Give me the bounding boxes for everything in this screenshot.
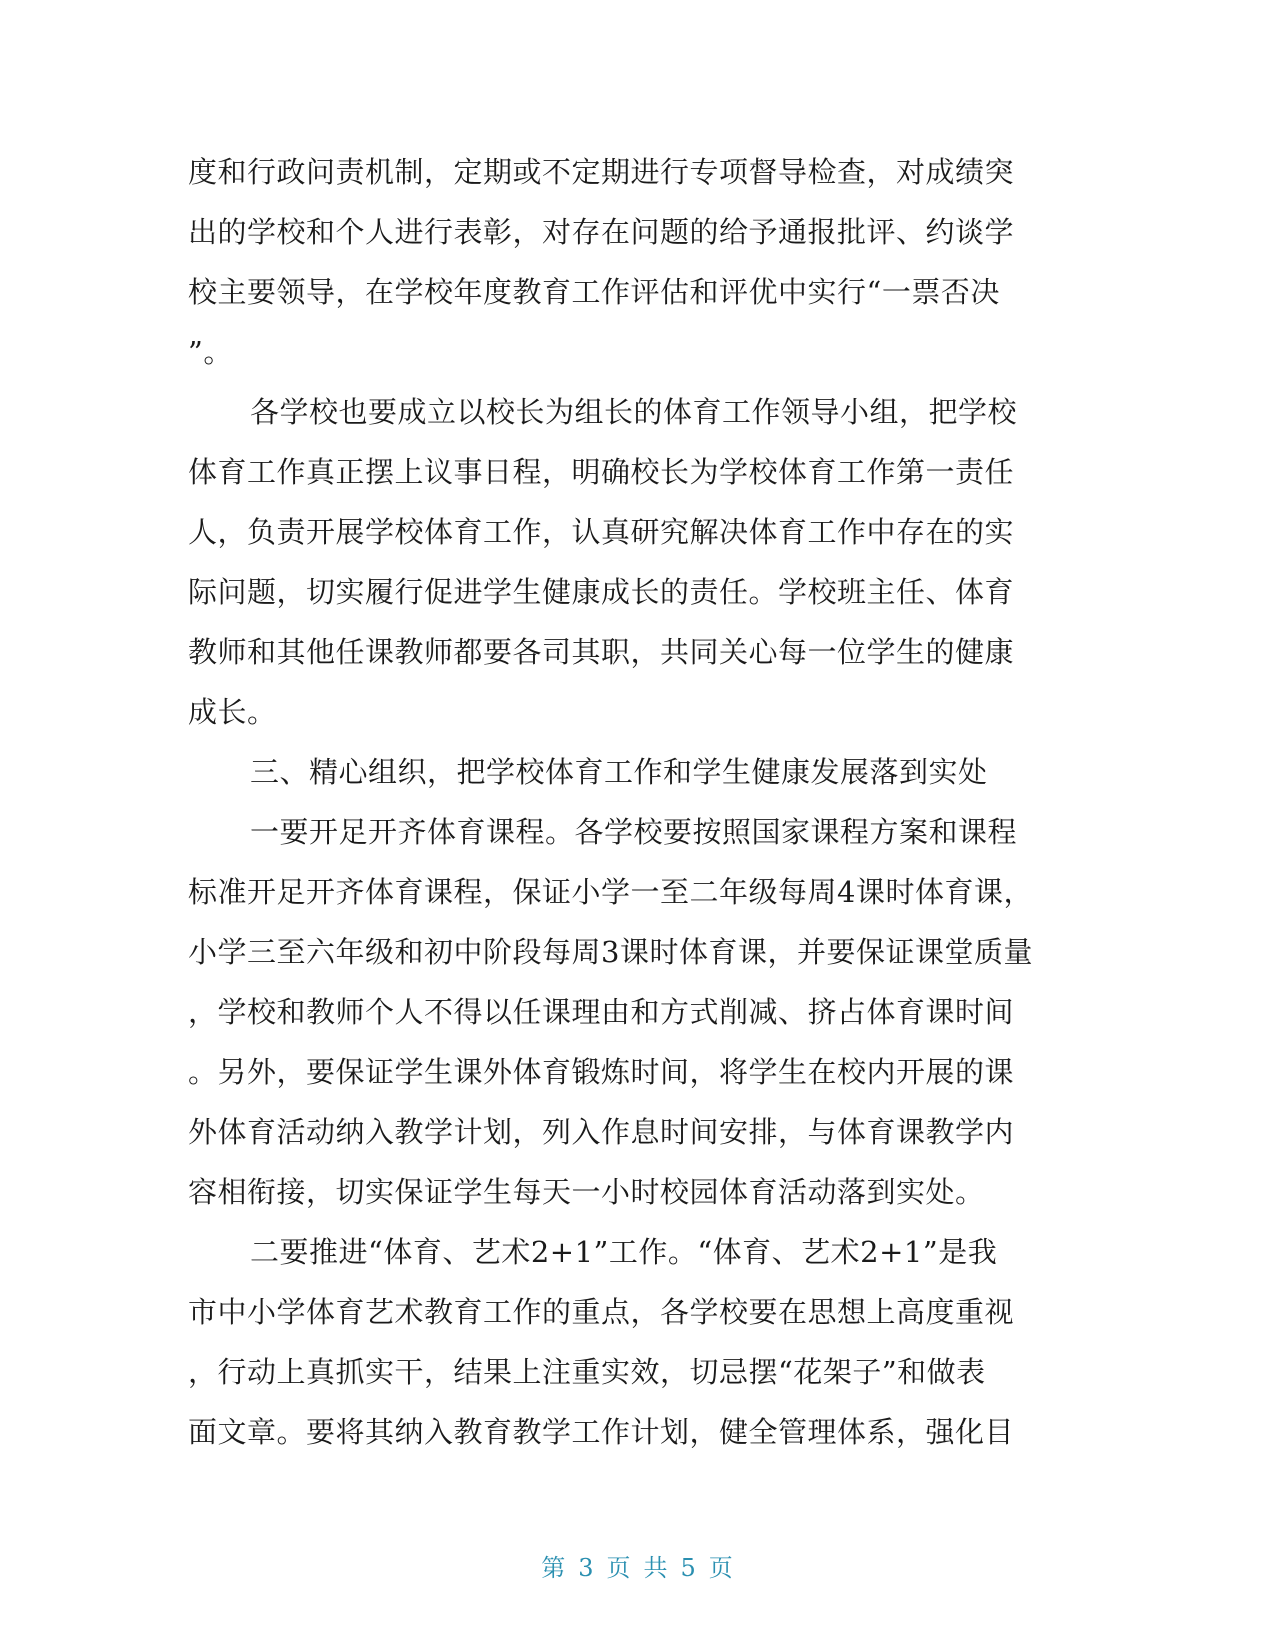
- text-line: 市中小学体育艺术教育工作的重点，各学校要在思想上高度重视: [188, 1295, 1015, 1329]
- footer-total-unit: 页: [708, 1554, 734, 1582]
- page-footer: [0, 1548, 1275, 1583]
- text-line: 出的学校和个人进行表彰，对存在问题的给予通报批评、约谈学: [188, 215, 1015, 249]
- text-line: 人，负责开展学校体育工作，认真研究解决体育工作中存在的实: [188, 515, 1015, 549]
- paragraph-start-line: 二要推进“体育、艺术2+1”工作。“体育、艺术2+1”是我: [250, 1235, 998, 1269]
- text-line: 成长。: [188, 695, 277, 729]
- text-line: ”。: [188, 335, 233, 369]
- footer-total-label: 共: [643, 1554, 669, 1582]
- text-line: ，行动上真抓实干，结果上注重实效，切忌摆“花架子”和做表: [188, 1355, 986, 1389]
- text-line: 际问题，切实履行促进学生健康成长的责任。学校班主任、体育: [188, 575, 1015, 609]
- text-line: 度和行政问责机制，定期或不定期进行专项督导检查，对成绩突: [188, 155, 1015, 189]
- document-body: [188, 142, 1088, 1462]
- paragraph-start-line: 一要开足开齐体育课程。各学校要按照国家课程方案和课程: [250, 815, 1018, 849]
- text-line: 外体育活动纳入教学计划，列入作息时间安排，与体育课教学内: [188, 1115, 1015, 1149]
- text-line: 校主要领导，在学校年度教育工作评估和评优中实行“一票否决: [188, 275, 1000, 309]
- text-line: ，学校和教师个人不得以任课理由和方式削减、挤占体育课时间: [188, 995, 1015, 1029]
- text-line: 标准开足开齐体育课程，保证小学一至二年级每周4课时体育课，: [188, 875, 1033, 909]
- text-line: 容相衔接，切实保证学生每天一小时校园体育活动落到实处。: [188, 1175, 985, 1209]
- footer-page-unit: 页: [606, 1554, 632, 1582]
- text-line: 教师和其他任课教师都要各司其职，共同关心每一位学生的健康: [188, 635, 1015, 669]
- total-pages-number: 5: [680, 1554, 697, 1582]
- text-line: 小学三至六年级和初中阶段每周3课时体育课，并要保证课堂质量: [188, 935, 1033, 969]
- text-line: 。另外，要保证学生课外体育锻炼时间，将学生在校内开展的课: [188, 1055, 1015, 1089]
- text-line: 体育工作真正摆上议事日程，明确校长为学校体育工作第一责任: [188, 455, 1015, 489]
- current-page-number: 3: [578, 1554, 595, 1582]
- section-heading: 三、精心组织，把学校体育工作和学生健康发展落到实处: [250, 755, 988, 789]
- footer-page-label: 第: [541, 1554, 567, 1582]
- text-line: 面文章。要将其纳入教育教学工作计划，健全管理体系，强化目: [188, 1415, 1015, 1449]
- paragraph-start-line: 各学校也要成立以校长为组长的体育工作领导小组，把学校: [250, 395, 1018, 429]
